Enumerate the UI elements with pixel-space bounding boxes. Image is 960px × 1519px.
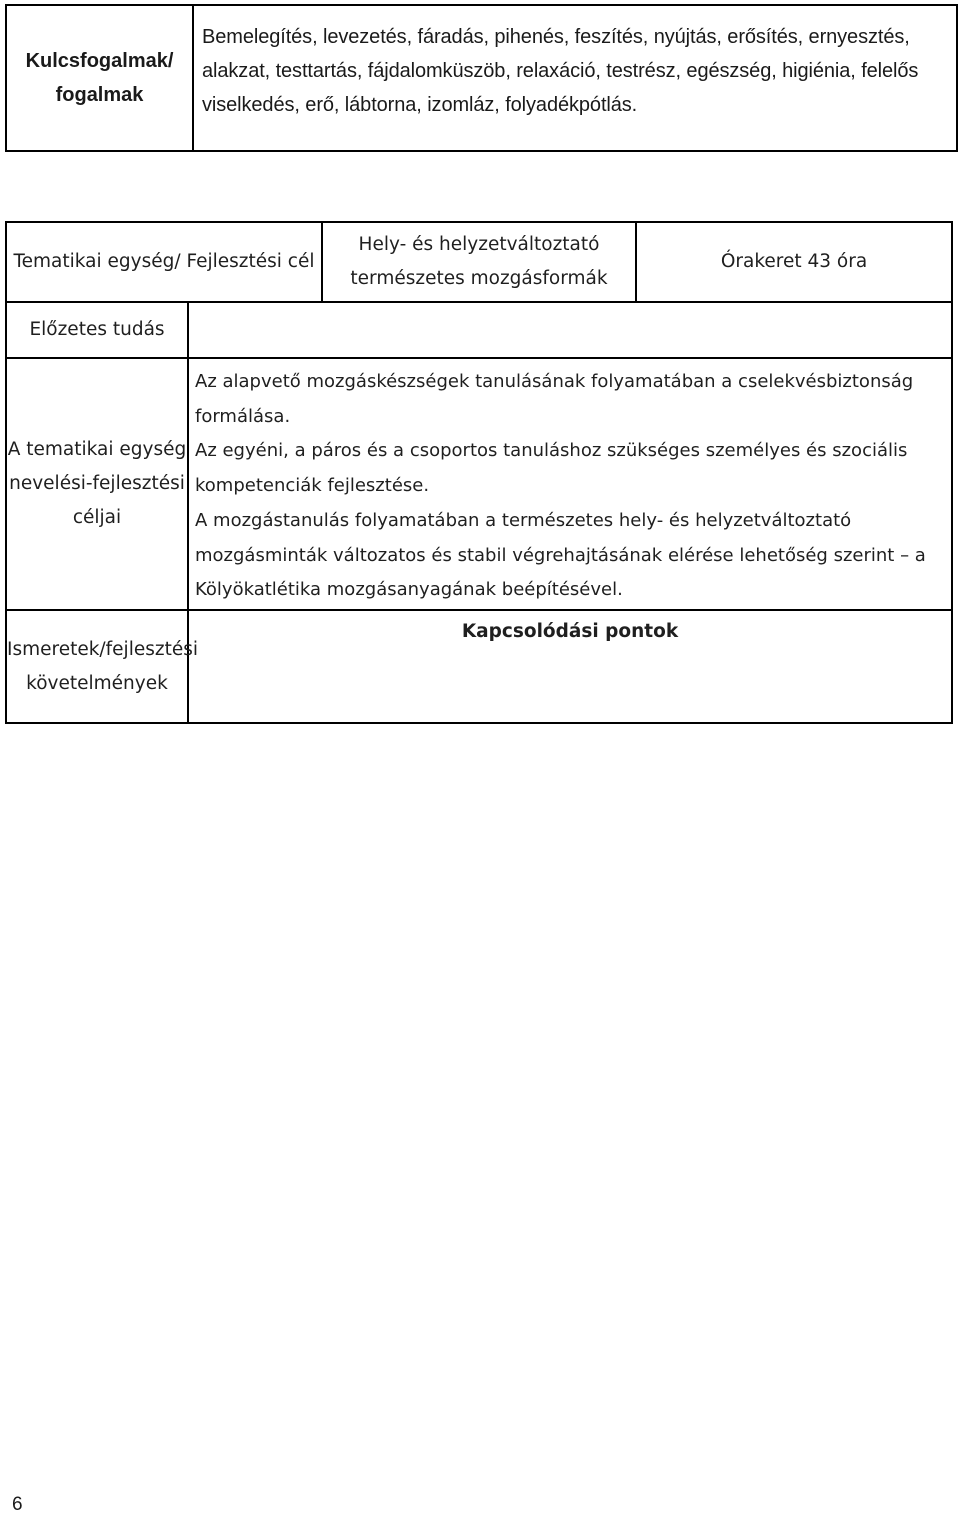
unit-hours: Órakeret 43 óra <box>636 222 952 302</box>
thematic-unit-table <box>5 221 953 724</box>
requirements-label: Ismeretek/fejlesztési követelmények <box>6 610 188 723</box>
prior-knowledge-label: Előzetes tudás <box>6 302 188 358</box>
goal-item: Az alapvető mozgáskészségek tanulásának folyamatában a cselekvésbiztonság formálása. <box>195 371 914 427</box>
key-concepts-table <box>5 4 958 152</box>
prior-knowledge-content <box>188 302 952 358</box>
unit-header-label: Tematikai egység/ Fejlesztési cél <box>6 222 322 302</box>
goal-item: Az egyéni, a páros és a csoportos tanuláshoz szükséges személyes és szociális kompetenciák fejlesztése. <box>195 440 908 497</box>
goal-item: A mozgástanulás folyamatában a természetes hely- és helyzetváltoztató mozgásminták változatos és stabil végrehajtásának elérése lehetőség szerint – a Kölyökatlétika mozgásanyagának beépítésével. <box>195 509 926 601</box>
connections-label: Kapcsolódási pontok <box>188 610 952 723</box>
key-concepts-text: Bemelegítés, levezetés, fáradás, pihenés, feszítés, nyújtás, erősítés, ernyesztés, alakzat, testtartás, fájdalomküszöb, relaxáció, testrész, egészség, higiénia, felelős viselkedés, erő, lábtorna, izomláz, folyadékpótlás. <box>193 5 957 151</box>
key-concepts-label: Kulcsfogalmak/ fogalmak <box>6 5 193 151</box>
goals-content <box>188 358 952 610</box>
goals-label: A tematikai egység nevelési-fejlesztési céljai <box>6 358 188 610</box>
page-number: 6 <box>12 1494 23 1515</box>
unit-title: Hely- és helyzetváltoztató természetes mozgásformák <box>322 222 636 302</box>
